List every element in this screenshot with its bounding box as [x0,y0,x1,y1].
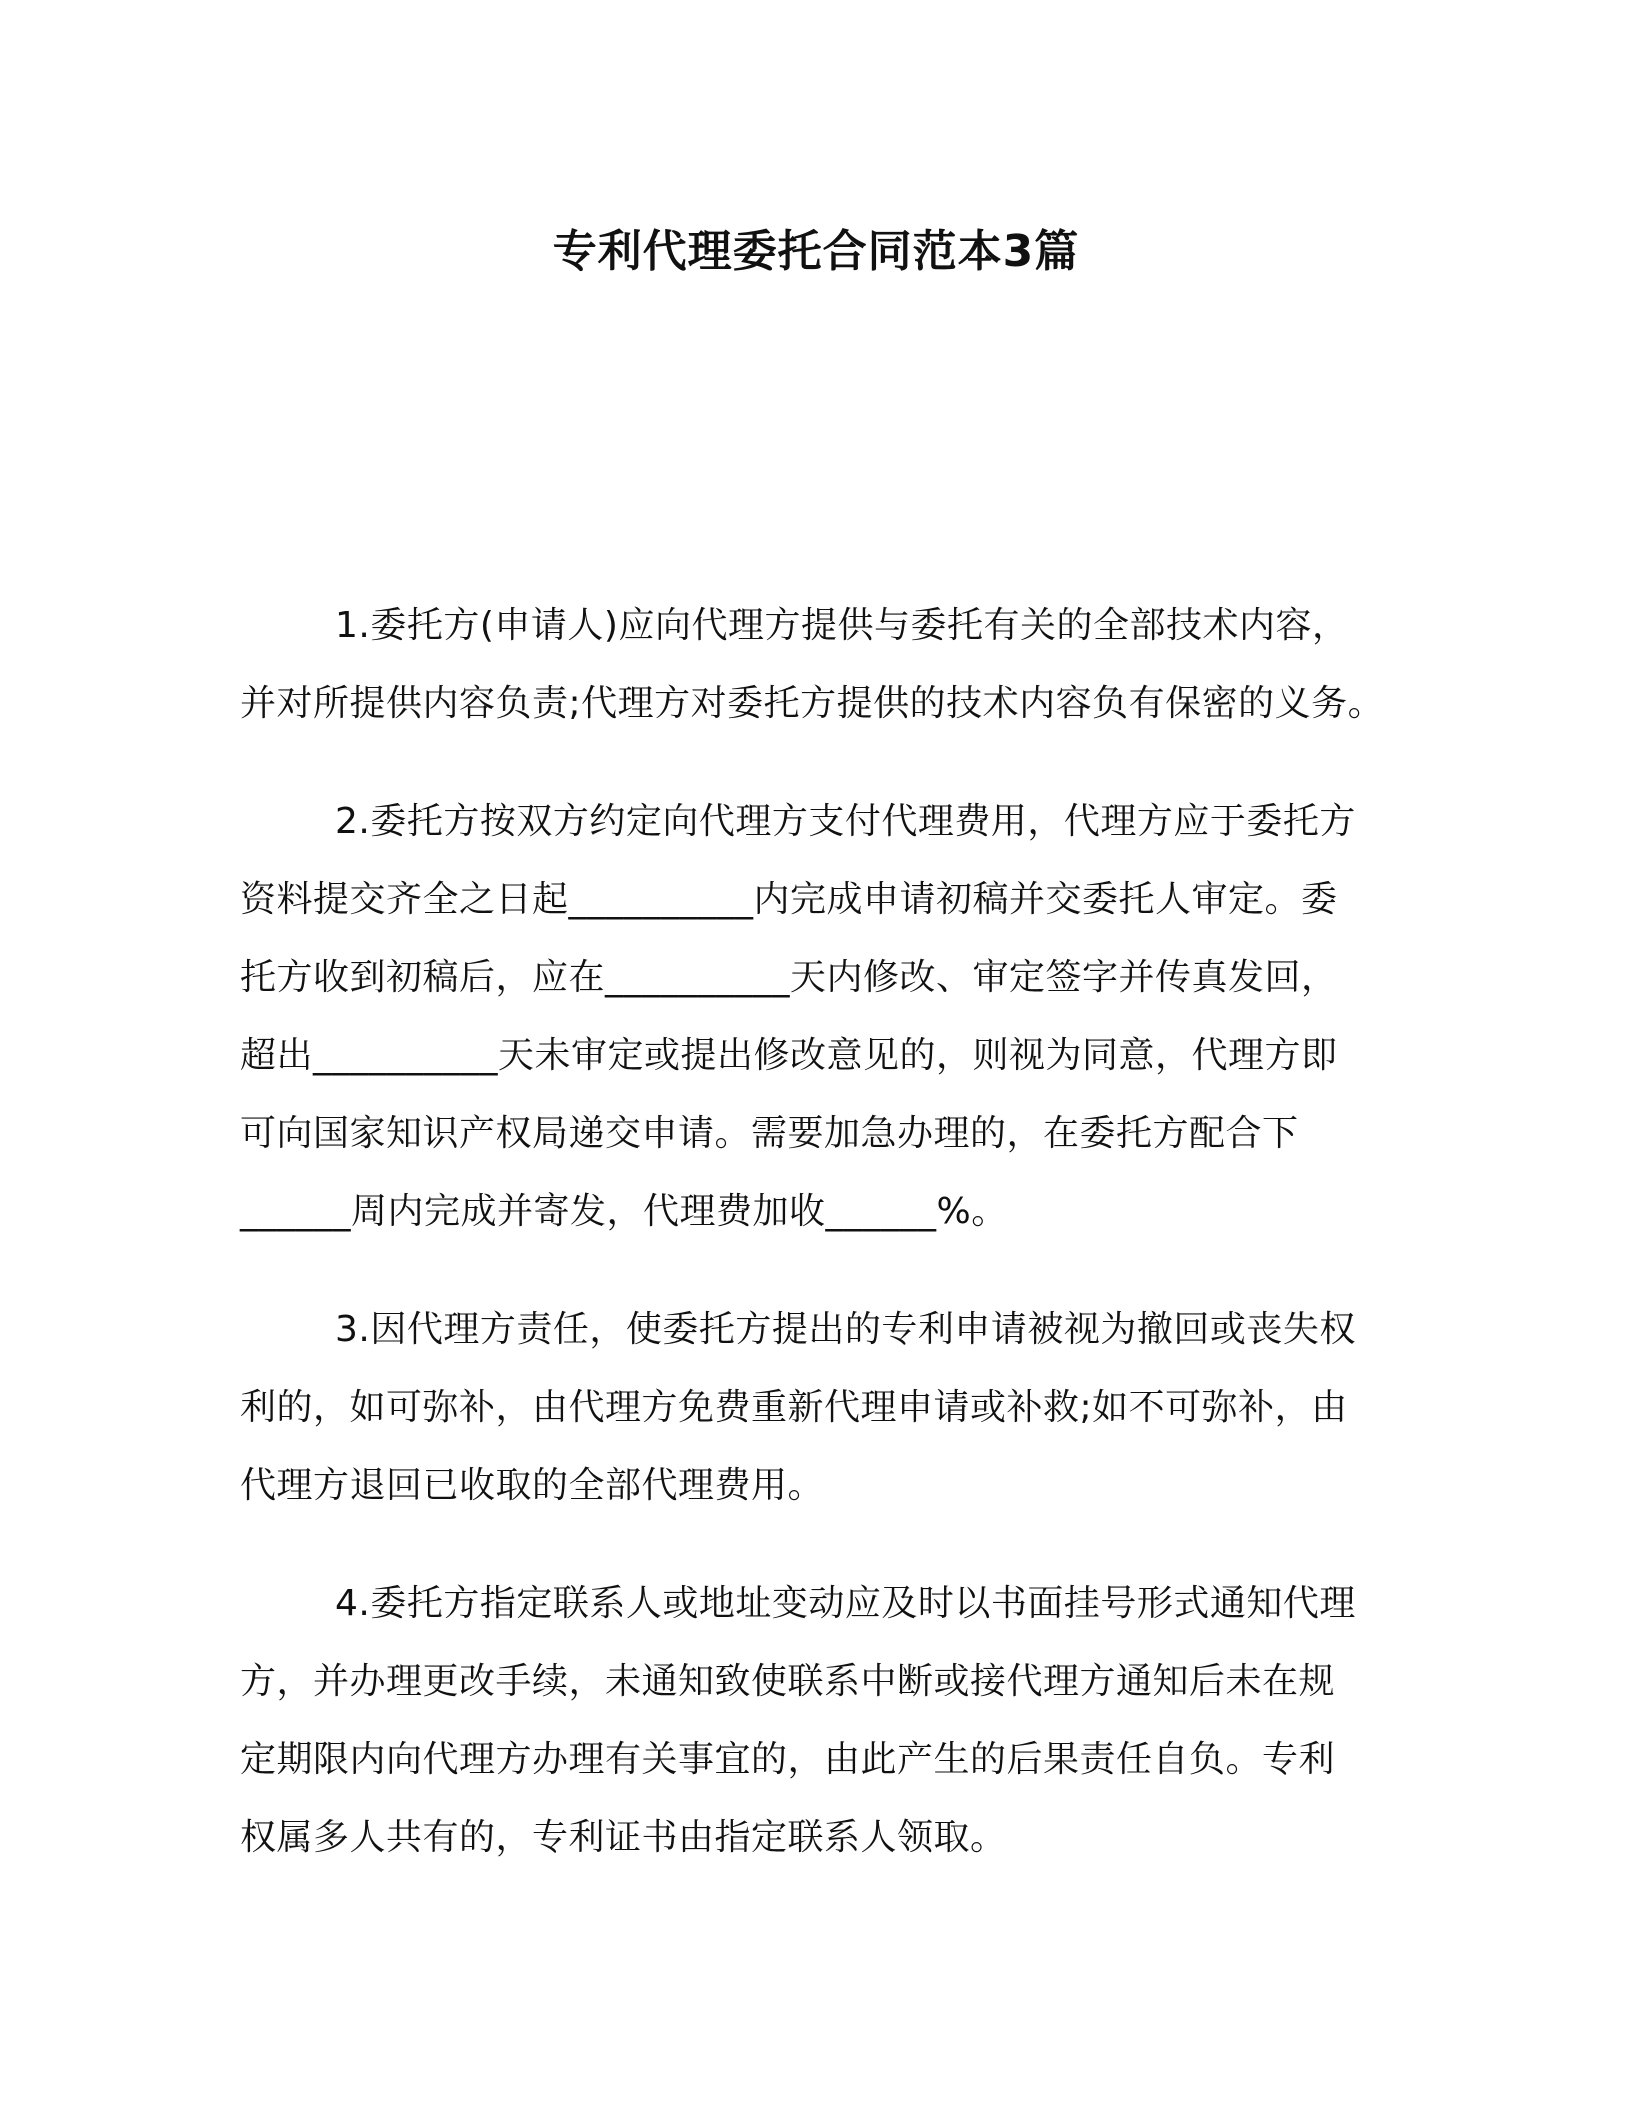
paragraph-1 [240,587,1385,743]
paragraph-line: ______周内完成并寄发，代理费加收______%。 [240,1191,1008,1232]
document-body [240,587,1385,1917]
paragraph-3 [240,1291,1380,1525]
paragraph-line: 2.委托方按双方约定向代理方支付代理费用，代理方应于委托方 [335,801,1356,842]
paragraph-4 [240,1565,1380,1877]
paragraph-line: 3.因代理方责任，使委托方提出的专利申请被视为撤回或丧失权 [335,1309,1356,1350]
paragraph-line: 超出__________天未审定或提出修改意见的，则视为同意，代理方即 [240,1035,1338,1076]
paragraph-line: 托方收到初稿后，应在__________天内修改、审定签字并传真发回， [240,957,1338,998]
paragraph-line: 代理方退回已收取的全部代理费用。 [240,1465,825,1506]
paragraph-line: 并对所提供内容负责;代理方对委托方提供的技术内容负有保密的义务。 [240,683,1385,724]
paragraph-line: 权属多人共有的，专利证书由指定联系人领取。 [240,1817,1007,1858]
paragraph-2 [240,783,1380,1251]
document-title: 专利代理委托合同范本3篇 [552,226,1080,277]
paragraph-line: 利的，如可弥补，由代理方免费重新代理申请或补救;如不可弥补，由 [240,1387,1348,1428]
paragraph-line: 定期限内向代理方办理有关事宜的，由此产生的后果责任自负。专利 [240,1739,1336,1780]
paragraph-line: 可向国家知识产权局递交申请。需要加急办理的，在委托方配合下 [240,1113,1299,1154]
paragraph-line: 1.委托方(申请人)应向代理方提供与委托有关的全部技术内容， [335,605,1349,646]
paragraph-line: 方，并办理更改手续，未通知致使联系中断或接代理方通知后未在规 [240,1661,1336,1702]
paragraph-line: 资料提交齐全之日起__________内完成申请初稿并交委托人审定。委 [240,879,1338,920]
paragraph-line: 4.委托方指定联系人或地址变动应及时以书面挂号形式通知代理 [335,1583,1356,1624]
